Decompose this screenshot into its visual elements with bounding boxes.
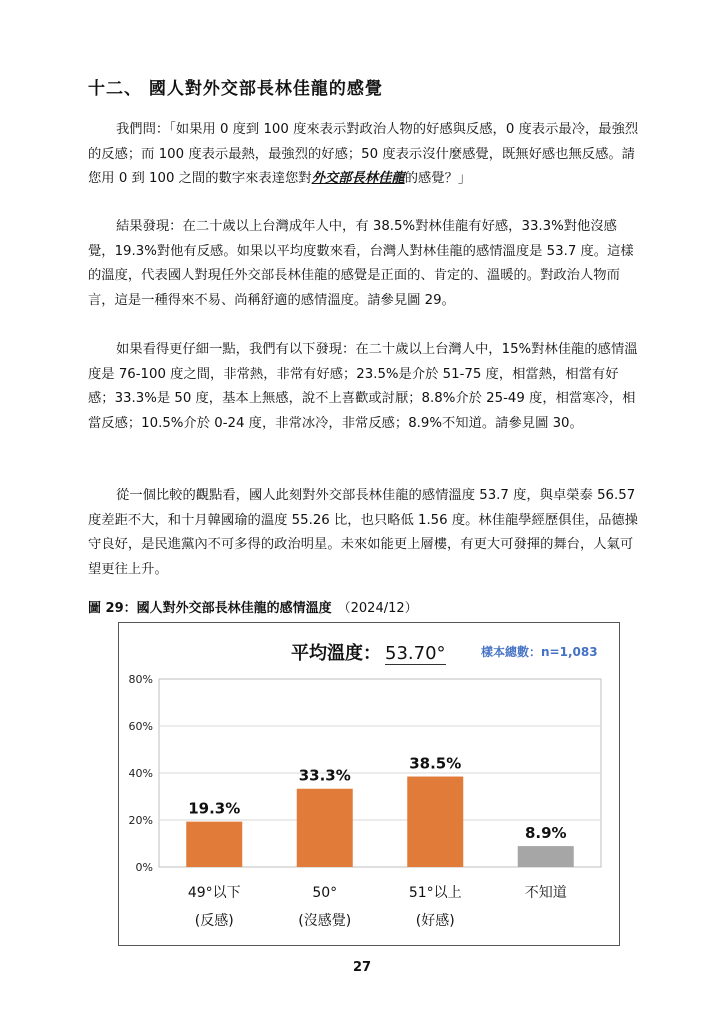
results-text: 結果發現：在二十歲以上台灣成年人中，有 38.5%對林佳龍有好感，33.3%對他沒感覺，19.3%對他有反感。如果以平均度數來看，台灣人對林佳龍的感情溫度是 53.7 度。這樣的溫度，代表國人對現任外交部長林佳龍的感覺是正面的、肯定的、溫暖的。對政治人物而言，這是一種得來不易、尚稱舒適的感情溫度。請參見圖 29。: [88, 219, 634, 308]
category-sublabel: (好感): [415, 913, 455, 929]
question-text: 我們問：「如果用 0 度到 100 度來表示對政治人物的好感與反感，0 度表示最冷，最強烈的反感；而 100 度表示最熱，最強烈的好感；50 度表示沒什麼感覺，既無好感也無反感。請您用 0 到 100 之間的數字來表達您對: [88, 122, 639, 186]
figure-caption: [88, 597, 418, 616]
bar: [407, 777, 463, 867]
category-label: 不知道: [524, 885, 567, 901]
chart-title-label: 平均溫度：: [291, 643, 381, 664]
y-tick-label: 0%: [135, 861, 153, 874]
paragraph-details: [88, 338, 640, 436]
y-tick-label: 60%: [128, 720, 153, 733]
sample-size-label: 樣本總數：n=1,083: [481, 645, 598, 659]
data-label: 33.3%: [298, 766, 351, 785]
category-label: 51°以上: [408, 885, 462, 901]
y-tick-label: 40%: [128, 767, 153, 780]
details-text: 如果看得更仔細一點，我們有以下發現：在二十歲以上台灣人中，15%對林佳龍的感情溫度是 76-100 度之間，非常熱，非常有好感；23.5%是介於 51-75 度，相當熱，相當有好感；33.3%是 50 度，基本上無感，說不上喜歡或討厭；8.8%介於 25-49 度，相當寒冷，相當反感；10.5%介於 0-24 度，非常冰冷，非常反感；8.9%不知道。請參見圖 30。: [88, 342, 638, 431]
figure-caption-date: （2024/12）: [337, 601, 418, 616]
chart-frame: [118, 622, 620, 946]
section-heading: 十二、 國人對外交部長林佳龍的感覺: [88, 79, 383, 99]
data-label: 38.5%: [409, 754, 462, 773]
y-tick-label: 20%: [128, 814, 153, 827]
chart-title-value: 53.70°: [385, 643, 446, 664]
category-sublabel: (沒感覺): [298, 913, 352, 929]
bar: [518, 846, 574, 867]
category-label: 50°: [312, 885, 338, 901]
bar: [186, 822, 242, 867]
paragraph-results: [88, 215, 640, 313]
y-tick-label: 80%: [128, 673, 153, 686]
paragraph-comparison: [88, 484, 640, 582]
figure-caption-text: 圖 29：國人對外交部長林佳龍的感情溫度: [88, 601, 332, 616]
bar-chart: [119, 623, 619, 945]
data-label: 19.3%: [188, 799, 241, 818]
bar: [297, 789, 353, 867]
paragraph-question: [88, 118, 640, 192]
underlined-subject: 外交部長林佳龍: [311, 171, 405, 186]
data-label: 8.9%: [524, 824, 567, 843]
category-sublabel: (反感): [194, 913, 234, 929]
question-end: 的感覺？」: [404, 171, 472, 186]
comparison-text: 從一個比較的觀點看，國人此刻對外交部長林佳龍的感情溫度 53.7 度，與卓榮泰 56.57 度差距不大，和十月韓國瑜的溫度 55.26 比，也只略低 1.56 度。林佳龍學經歷俱佳，品德操守良好，是民進黨內不可多得的政治明星。未來如能更上層樓，有更大可發揮的舞台，人氣可望更往上升。: [88, 488, 638, 577]
category-label: 49°以下: [187, 885, 241, 901]
page-number: 27: [352, 960, 372, 975]
